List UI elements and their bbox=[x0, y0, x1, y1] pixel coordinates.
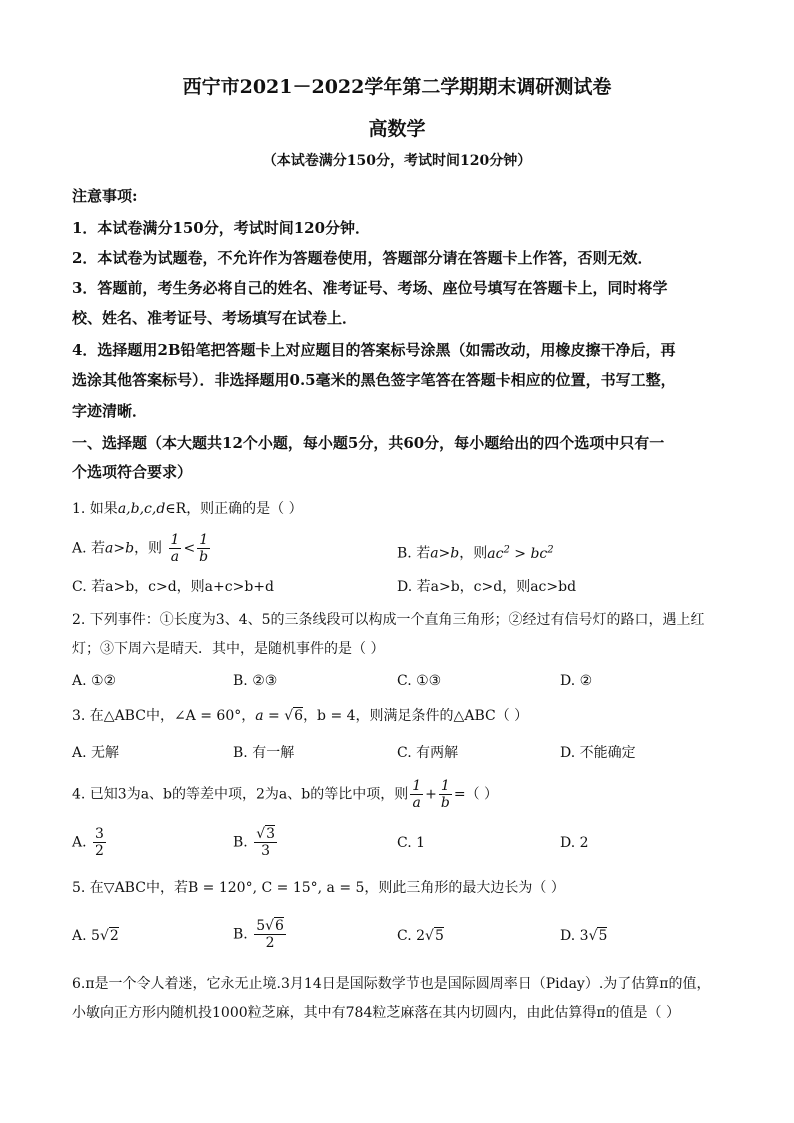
question-2-option-c: C. ①③ bbox=[397, 673, 442, 689]
question-3-option-b: B. 有一解 bbox=[233, 745, 295, 761]
question-3-stem: 3. 在△ABC中，∠A = 60°，a = √6，b = 4，则满足条件的△ABC（ ） bbox=[72, 708, 529, 724]
section-1-heading-a: 一、选择题（本大题共12个小题，每小题5分，共60分，每小题给出的四个选项中只有一 bbox=[72, 434, 665, 452]
question-6-line-2: 小敏向正方形内随机投1000粒芝麻，其中有784粒芝麻落在其内切圆内，由此估算得π的值是（ ） bbox=[72, 1005, 680, 1021]
question-2-option-b: B. ②③ bbox=[233, 673, 278, 689]
question-5-stem: 5. 在▽ABC中，若B = 120°, C = 15°, a = 5，则此三角形的最大边长为（ ） bbox=[72, 880, 565, 896]
question-6-line-1: 6.π是一个令人着迷，它永无止境.3月14日是国际数学节也是国际圆周率日（Piday）.为了估算π的值， bbox=[72, 976, 711, 992]
note-4c: 字迹清晰． bbox=[72, 402, 148, 420]
section-1-heading-b: 个选项符合要求） bbox=[72, 463, 193, 481]
question-1-stem: 1. 如果a,b,c,d∈R，则正确的是（ ） bbox=[72, 501, 303, 517]
exam-title: 西宁市2021－2022学年第二学期期末调研测试卷 bbox=[182, 76, 612, 98]
question-4-option-a: A. $\frac{3}{2}$ bbox=[72, 826, 104, 859]
question-2-option-a: A. ①② bbox=[72, 673, 117, 689]
note-1: 1．本试卷满分150分，考试时间120分钟． bbox=[72, 219, 371, 237]
note-3b: 校、姓名、准考证号、考场填写在试卷上． bbox=[72, 309, 358, 327]
exam-info: （本试卷满分150分，考试时间120分钟） bbox=[262, 153, 532, 169]
question-1-option-b: B. 若a>b，则$ac^2 > bc^2$ bbox=[397, 544, 554, 562]
question-2-option-d: D. ② bbox=[560, 673, 593, 689]
note-2: 2．本试卷为试题卷，不允许作为答题卷使用，答题部分请在答题卡上作答，否则无效． bbox=[72, 249, 653, 267]
question-1-option-a: A. 若a>b，则 $\frac{1}{a}$ < $\frac{1}{b}$ bbox=[72, 532, 209, 565]
question-5-option-a: A. 5√2 bbox=[72, 928, 119, 944]
notes-heading: 注意事项: bbox=[72, 187, 138, 205]
question-3-option-a: A. 无解 bbox=[72, 745, 120, 761]
question-1-option-c: C. 若a>b，c>d，则a+c>b+d bbox=[72, 579, 274, 595]
exam-subject: 高数学 bbox=[368, 118, 426, 140]
question-5-option-d: D. 3√5 bbox=[560, 928, 608, 944]
question-5-option-c: C. 2√5 bbox=[397, 928, 444, 944]
question-2-line-2: 灯；③下周六是晴天．其中，是随机事件的是（ ） bbox=[72, 641, 385, 657]
question-4-option-c: C. 1 bbox=[397, 835, 426, 851]
question-2-line-1: 2. 下列事件：①长度为3、4、5的三条线段可以构成一个直角三角形；②经过有信号灯的路口，遇上红 bbox=[72, 612, 705, 628]
note-4b: 选涂其他答案标号）．非选择题用0.5毫米的黑色签字笔答在答题卡相应的位置，书写工整， bbox=[72, 371, 676, 389]
question-5-option-b: B. $\frac{5√6}{2}$ bbox=[233, 918, 284, 951]
question-3-option-d: D. 不能确定 bbox=[560, 745, 636, 761]
question-3-option-c: C. 有两解 bbox=[397, 745, 459, 761]
question-4-stem: 4. 已知3为a、b的等差中项，2为a、b的等比中项，则 $\frac{1}{a}$ + $\frac{1}{b}$ =（ ） bbox=[72, 778, 499, 811]
question-4-option-b: B. $\frac{√3}{3}$ bbox=[233, 826, 276, 859]
question-4-option-d: D. 2 bbox=[560, 835, 589, 851]
note-4a: 4．选择题用2B铅笔把答题卡上对应题目的答案标号涂黑（如需改动，用橡皮擦干净后，再 bbox=[72, 341, 676, 359]
note-3a: 3．答题前，考生务必将自己的姓名、准考证号、考场、座位号填写在答题卡上，同时将学 bbox=[72, 279, 668, 297]
question-1-option-d: D. 若a>b，c>d，则ac>bd bbox=[397, 579, 577, 595]
